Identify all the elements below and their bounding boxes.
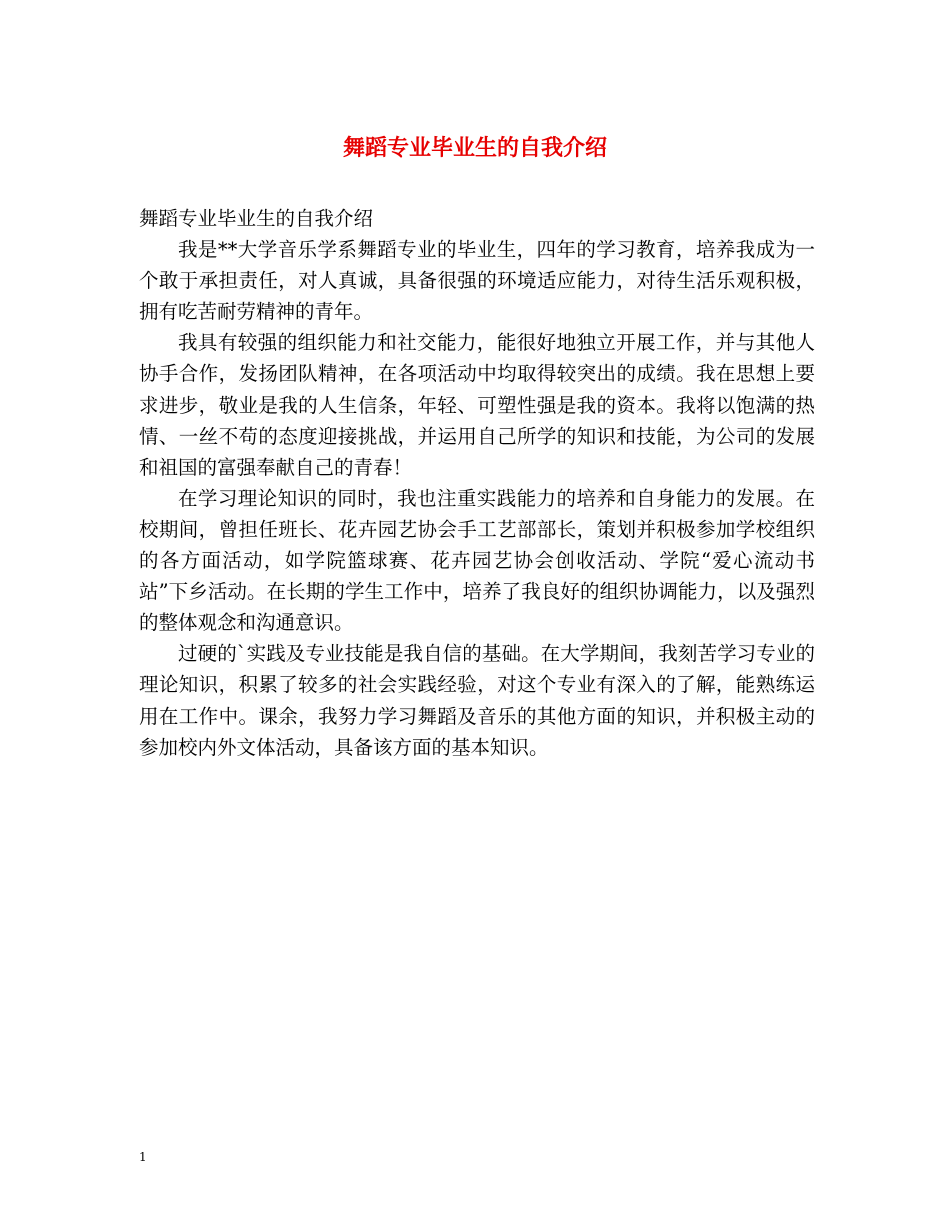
document-body — [139, 203, 815, 763]
document-subtitle: 舞蹈专业毕业生的自我介绍 — [139, 207, 374, 230]
paragraph-practice: 在学习理论知识的同时，我也注重实践能力的培养和自身能力的发展。在校期间，曾担任班长、花卉园艺协会手工艺部部长，策划并积极参加学校组织的各方面活动，如学院篮球赛、花卉园艺协会创收活动、学院“爱心流动书站”下乡活动。在长期的学生工作中，培养了我良好的组织协调能力，以及强烈的整体观念和沟通意识。 — [139, 486, 815, 635]
paragraph-intro: 我是**大学音乐学系舞蹈专业的毕业生，四年的学习教育，培养我成为一个敢于承担责任，对人真诚，具备很强的环境适应能力，对待生活乐观积极，拥有吃苦耐劳精神的青年。 — [139, 238, 815, 324]
page-number: 1 — [139, 1150, 147, 1164]
document-title: 舞蹈专业毕业生的自我介绍 — [342, 135, 607, 161]
paragraph-skills: 过硬的`实践及专业技能是我自信的基础。在大学期间，我刻苦学习专业的理论知识，积累了较多的社会实践经验，对这个专业有深入的了解，能熟练运用在工作中。课余，我努力学习舞蹈及音乐的其他方面的知识，并积极主动的参加校内外文体活动，具备该方面的基本知识。 — [139, 642, 815, 759]
paragraph-abilities: 我具有较强的组织能力和社交能力，能很好地独立开展工作，并与其他人协手合作，发扬团队精神，在各项活动中均取得较突出的成绩。我在思想上要求进步，敬业是我的人生信条，年轻、可塑性强是我的资本。我将以饱满的热情、一丝不苟的态度迎接挑战，并运用自己所学的知识和技能，为公司的发展和祖国的富强奉献自己的青春！ — [139, 331, 815, 479]
